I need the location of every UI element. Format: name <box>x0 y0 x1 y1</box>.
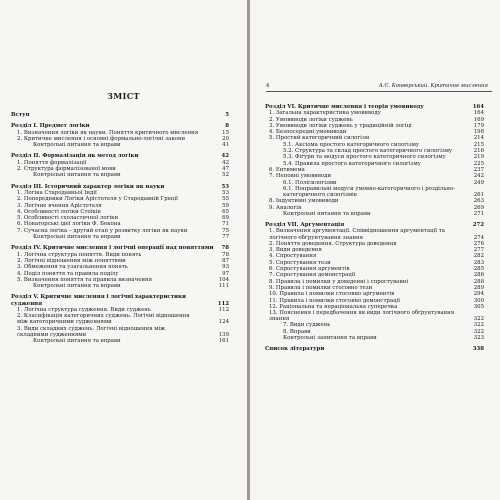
toc-entry-title: 2. Поняття доведення. Структура доведення <box>269 240 397 247</box>
toc-entry-page: 263 <box>473 198 484 205</box>
toc-entry-page: 269 <box>473 204 484 211</box>
toc-entry-title: 5. Простий категоричний силогізм <box>269 135 370 142</box>
toc-entry-title: 11. Правила і помилки стосовно демонстрації <box>269 297 401 304</box>
toc-entry-page: 242 <box>473 173 484 180</box>
toc-entry-page: 8 <box>225 123 229 130</box>
toc-entry-title: 5.3. Фігури та модуси простого категоричного силогізму <box>283 154 446 161</box>
toc-entry-page: 274 <box>473 234 484 241</box>
toc-entry-page: 322 <box>473 328 484 335</box>
toc-entry-title: 5.4. Правила простого категоричного силогізму <box>283 160 421 167</box>
toc-entry-title: 7. Види суджень <box>283 322 331 329</box>
toc-entry-title: Контрольні запитання та вправи <box>283 335 377 342</box>
toc-entry-page: 322 <box>473 316 484 323</box>
toc-entry-page: 78 <box>222 251 229 258</box>
toc-entry-title: 1. Логічна структура судження. Види суджень <box>17 306 151 313</box>
toc-entry-title: 9. Правила і помилки стосовно тези <box>269 284 373 291</box>
toc-entry-title: 2. Критичне мислення і основні формально-логічні закони <box>17 135 186 142</box>
toc-entry-page: 282 <box>473 253 484 260</box>
toc-entry-title: 2. Класифікація категоричних суджень. Логічні відношення між категоричними судженнями <box>17 313 190 326</box>
toc-entry-page: 300 <box>473 297 484 304</box>
toc-entry-title: 6. Спростування аргументів <box>269 266 350 273</box>
toc-entry-title: 5. Особливості схоластичної логіки <box>17 215 119 222</box>
toc-entry-page: 285 <box>473 266 484 273</box>
toc-entry-title: Розділ VII. Аргументація <box>265 222 345 229</box>
toc-entry-page: 179 <box>473 122 484 129</box>
toc-entry-page: 93 <box>222 264 229 271</box>
toc-entry-title: 6. Ентимема <box>269 166 305 173</box>
toc-chapter-entry <box>0 112 247 118</box>
toc-entry <box>0 326 247 338</box>
toc-entry <box>0 172 247 178</box>
toc-entry-page: 41 <box>222 142 229 149</box>
toc-entry-title: Контрольні питання та вправи <box>283 210 371 217</box>
toc-entry-title: 9. Аналогія <box>269 204 302 211</box>
right-page <box>250 0 500 500</box>
toc-heading: ЗМІСТ <box>107 91 140 101</box>
toc-entry-title: 2. Логічні відношення між поняттями <box>17 257 126 264</box>
toc-entry-title: 4. Безпосередні умовиводи <box>269 129 347 136</box>
toc-entry-title: 4. Особливості логіки Стоїків <box>17 208 101 215</box>
toc-entry-title: Контрольні питання та вправи <box>33 234 121 241</box>
toc-entry-title: Розділ ІІ. Формалізація як метод логіки <box>11 153 139 160</box>
toc-entry-title: 7. Неповні умовиводи <box>269 173 332 180</box>
toc-entry-title: 6.1. Полісилогізми <box>283 179 337 186</box>
toc-entry-title: 5.2. Структура та склад простого категоричного силогізму <box>283 148 453 155</box>
toc-entry-title: Контрольні питання та вправи <box>33 172 121 179</box>
toc-entry-page: 87 <box>222 257 229 264</box>
toc-entry-page: 219 <box>473 154 484 161</box>
toc-entry-page: 323 <box>473 335 484 342</box>
toc-entry-title: 8. Індуктивні умовиводи <box>269 198 339 205</box>
toc-entry-page: 305 <box>473 303 484 310</box>
toc-entry-page: 277 <box>473 247 484 254</box>
toc-entry-title: 13. Пояснення і передбачення як види логічного обґрунтування знання <box>269 310 455 323</box>
toc-entry-title: 12. Раціональна та нераціональна суперечка <box>269 303 398 310</box>
toc-entry-title: Розділ І. Предмет логіки <box>11 123 90 130</box>
toc-entry-title: Контрольні питання та вправи <box>33 337 121 344</box>
toc-entry-page: 338 <box>472 346 484 353</box>
toc-entry <box>0 142 247 148</box>
toc-entry-page: 198 <box>473 129 484 136</box>
toc-entry-title: 7. Спростування демонстрації <box>269 272 356 279</box>
toc-entry-page: 289 <box>473 284 484 291</box>
toc-entry-page: 97 <box>222 270 229 277</box>
toc-entry-title: 5.1. Аксіома простого категоричного силогізму <box>283 141 420 148</box>
toc-entry-page: 15 <box>222 129 229 136</box>
toc-entry-title: 4. Поділ поняття та правила поділу <box>17 270 119 277</box>
toc-entry-page: 271 <box>473 210 484 217</box>
toc-entry <box>0 313 247 325</box>
toc-entry-title: 2. Структура формалізованої мови <box>17 166 116 173</box>
toc-entry-title: Розділ ІІІ. Історичний характер логіки як науки <box>11 183 165 190</box>
toc-entry-page: 47 <box>222 166 229 173</box>
toc-entry-title: 4. Спростування <box>269 253 317 260</box>
toc-entry-page: 69 <box>222 215 229 222</box>
running-head <box>266 83 492 92</box>
toc-entry-page: 237 <box>473 166 484 173</box>
toc-entry-title: 3. Обмеження та узагальнення понять <box>17 264 128 271</box>
toc-entry-title: 1. Поняття формалізації <box>17 159 87 166</box>
toc-entry-title: Розділ IV. Критичне мислення і логічні операції над поняттями <box>11 245 214 252</box>
toc-entry <box>250 211 500 217</box>
toc-entry-page: 272 <box>472 222 484 229</box>
toc-entry-title: 1. Визначення аргументації. Співвідношення аргументації та логічного обґрунтування знання <box>269 228 445 241</box>
toc-entry-page: 52 <box>222 172 229 179</box>
toc-entry-title: 1. Логіка Стародавньої Індії <box>17 189 97 196</box>
toc-entry-page: 288 <box>473 278 484 285</box>
toc-entry-title: 6. Новаторські ідеї логіки Ф. Бекона <box>17 221 121 228</box>
toc-entry-title: 1. Визначення логіки як науки. Поняття критичного мислення <box>17 129 199 136</box>
toc-entry-title: Список літератури <box>265 346 325 353</box>
toc-entry-page: 249 <box>473 179 484 186</box>
toc-entry-page: 71 <box>222 221 229 228</box>
toc-entry-title: 5. Спростування тези <box>269 259 331 266</box>
toc-entry-title: 3. Умовиводи логіки суджень у традиційній логіці <box>269 122 412 129</box>
toc-entry-title: 2. Попередники Логіки Арістотеля у Стародавній Греції <box>17 196 178 203</box>
left-page <box>0 0 247 500</box>
toc-entry-title: 5. Визначення поняття та правила визначення <box>17 276 152 283</box>
toc-entry-page: 164 <box>473 110 484 117</box>
toc-entry-page: 53 <box>221 183 229 190</box>
running-title: А.Є. Конверський. Критичне мислення <box>378 83 488 89</box>
toc-entry-title: 1. Логічна структура поняття. Види понять <box>17 251 142 258</box>
toc-entry-title: 1. Загальна характеристика умовиводу <box>269 110 381 117</box>
toc-entry-title: 6.1. Неправильні модуси умовно-категоричного і роздільно-категоричного силогізмів <box>283 185 455 198</box>
toc-entry-page: 55 <box>222 196 229 203</box>
toc-entry <box>250 310 500 322</box>
toc-entry-title: 8. Правила і помилки у доведенні і спростуванні <box>269 278 409 285</box>
toc-entry <box>250 335 500 341</box>
toc-entry-page: 59 <box>222 202 229 209</box>
toc-entry-page: 53 <box>222 189 229 196</box>
toc-entry-title: 3. Види складних суджень. Логічні відношення між складними судженнями <box>17 325 166 338</box>
toc-entry-page: 124 <box>218 319 229 326</box>
toc-entry-page: 216 <box>473 148 484 155</box>
toc-entry-page: 77 <box>222 234 229 241</box>
toc-entry-page: 42 <box>221 153 229 160</box>
toc-entry-page: 112 <box>217 300 229 307</box>
toc-entry-page: 139 <box>218 331 229 338</box>
toc-entry <box>0 234 247 240</box>
toc-entry <box>0 338 247 344</box>
toc-right <box>250 104 500 353</box>
toc-entry <box>250 186 500 198</box>
toc-entry-page: 322 <box>473 322 484 329</box>
toc-entry-page: 112 <box>218 306 229 313</box>
toc-entry-title: Контрольні питання та вправи <box>33 142 121 149</box>
toc-entry-page: 169 <box>473 116 484 123</box>
toc-entry-title: 3. Логічне вчення Арістотеля <box>17 202 102 209</box>
toc-entry-page: 261 <box>473 191 484 198</box>
toc-entry-title: Розділ V. Критичне мислення і логічні характеристики судження <box>11 294 186 307</box>
toc-entry-page: 286 <box>473 272 484 279</box>
toc-entry <box>250 228 500 240</box>
toc-entry-page: 78 <box>221 245 229 252</box>
toc-entry-page: 65 <box>222 208 229 215</box>
toc-entry-title: 7. Сучасна логіка – другий етап у розвитку логіки як науки <box>17 227 188 234</box>
toc-entry-page: 161 <box>218 337 229 344</box>
toc-chapter-entry <box>0 294 247 306</box>
toc-entry-page: 215 <box>473 141 484 148</box>
toc-entry-title: 2. Умовиводи логіки суджень <box>269 116 353 123</box>
toc-entry-title: Розділ VI. Критичне мислення і теорія умовиводу <box>265 104 424 110</box>
toc-entry-page: 20 <box>222 135 229 142</box>
toc-entry-page: 111 <box>218 283 229 290</box>
toc-entry-page: 276 <box>473 240 484 247</box>
toc-entry-page: 42 <box>222 159 229 166</box>
toc-entry-page: 225 <box>473 160 484 167</box>
toc-entry-title: 8. Вправи <box>283 328 311 335</box>
toc-left <box>0 112 247 344</box>
toc-entry-title: 10. Правила і помилки стосовно аргументів <box>269 291 395 298</box>
toc-chapter-entry <box>250 346 500 352</box>
toc-entry-page: 104 <box>218 276 229 283</box>
toc-entry-title: Контрольні питання та вправи <box>33 283 121 290</box>
toc-entry-page: 283 <box>473 259 484 266</box>
toc-entry-page: 214 <box>473 135 484 142</box>
toc-entry-page: 75 <box>222 227 229 234</box>
toc-entry-page: 5 <box>225 112 229 118</box>
toc-entry-title: Вступ <box>11 112 30 118</box>
page-number: 4 <box>266 83 270 89</box>
toc-entry-page: 164 <box>472 104 484 110</box>
toc-entry-title: 3. Види доведення <box>269 247 322 254</box>
toc-entry <box>0 283 247 289</box>
toc-entry-page: 294 <box>473 291 484 298</box>
